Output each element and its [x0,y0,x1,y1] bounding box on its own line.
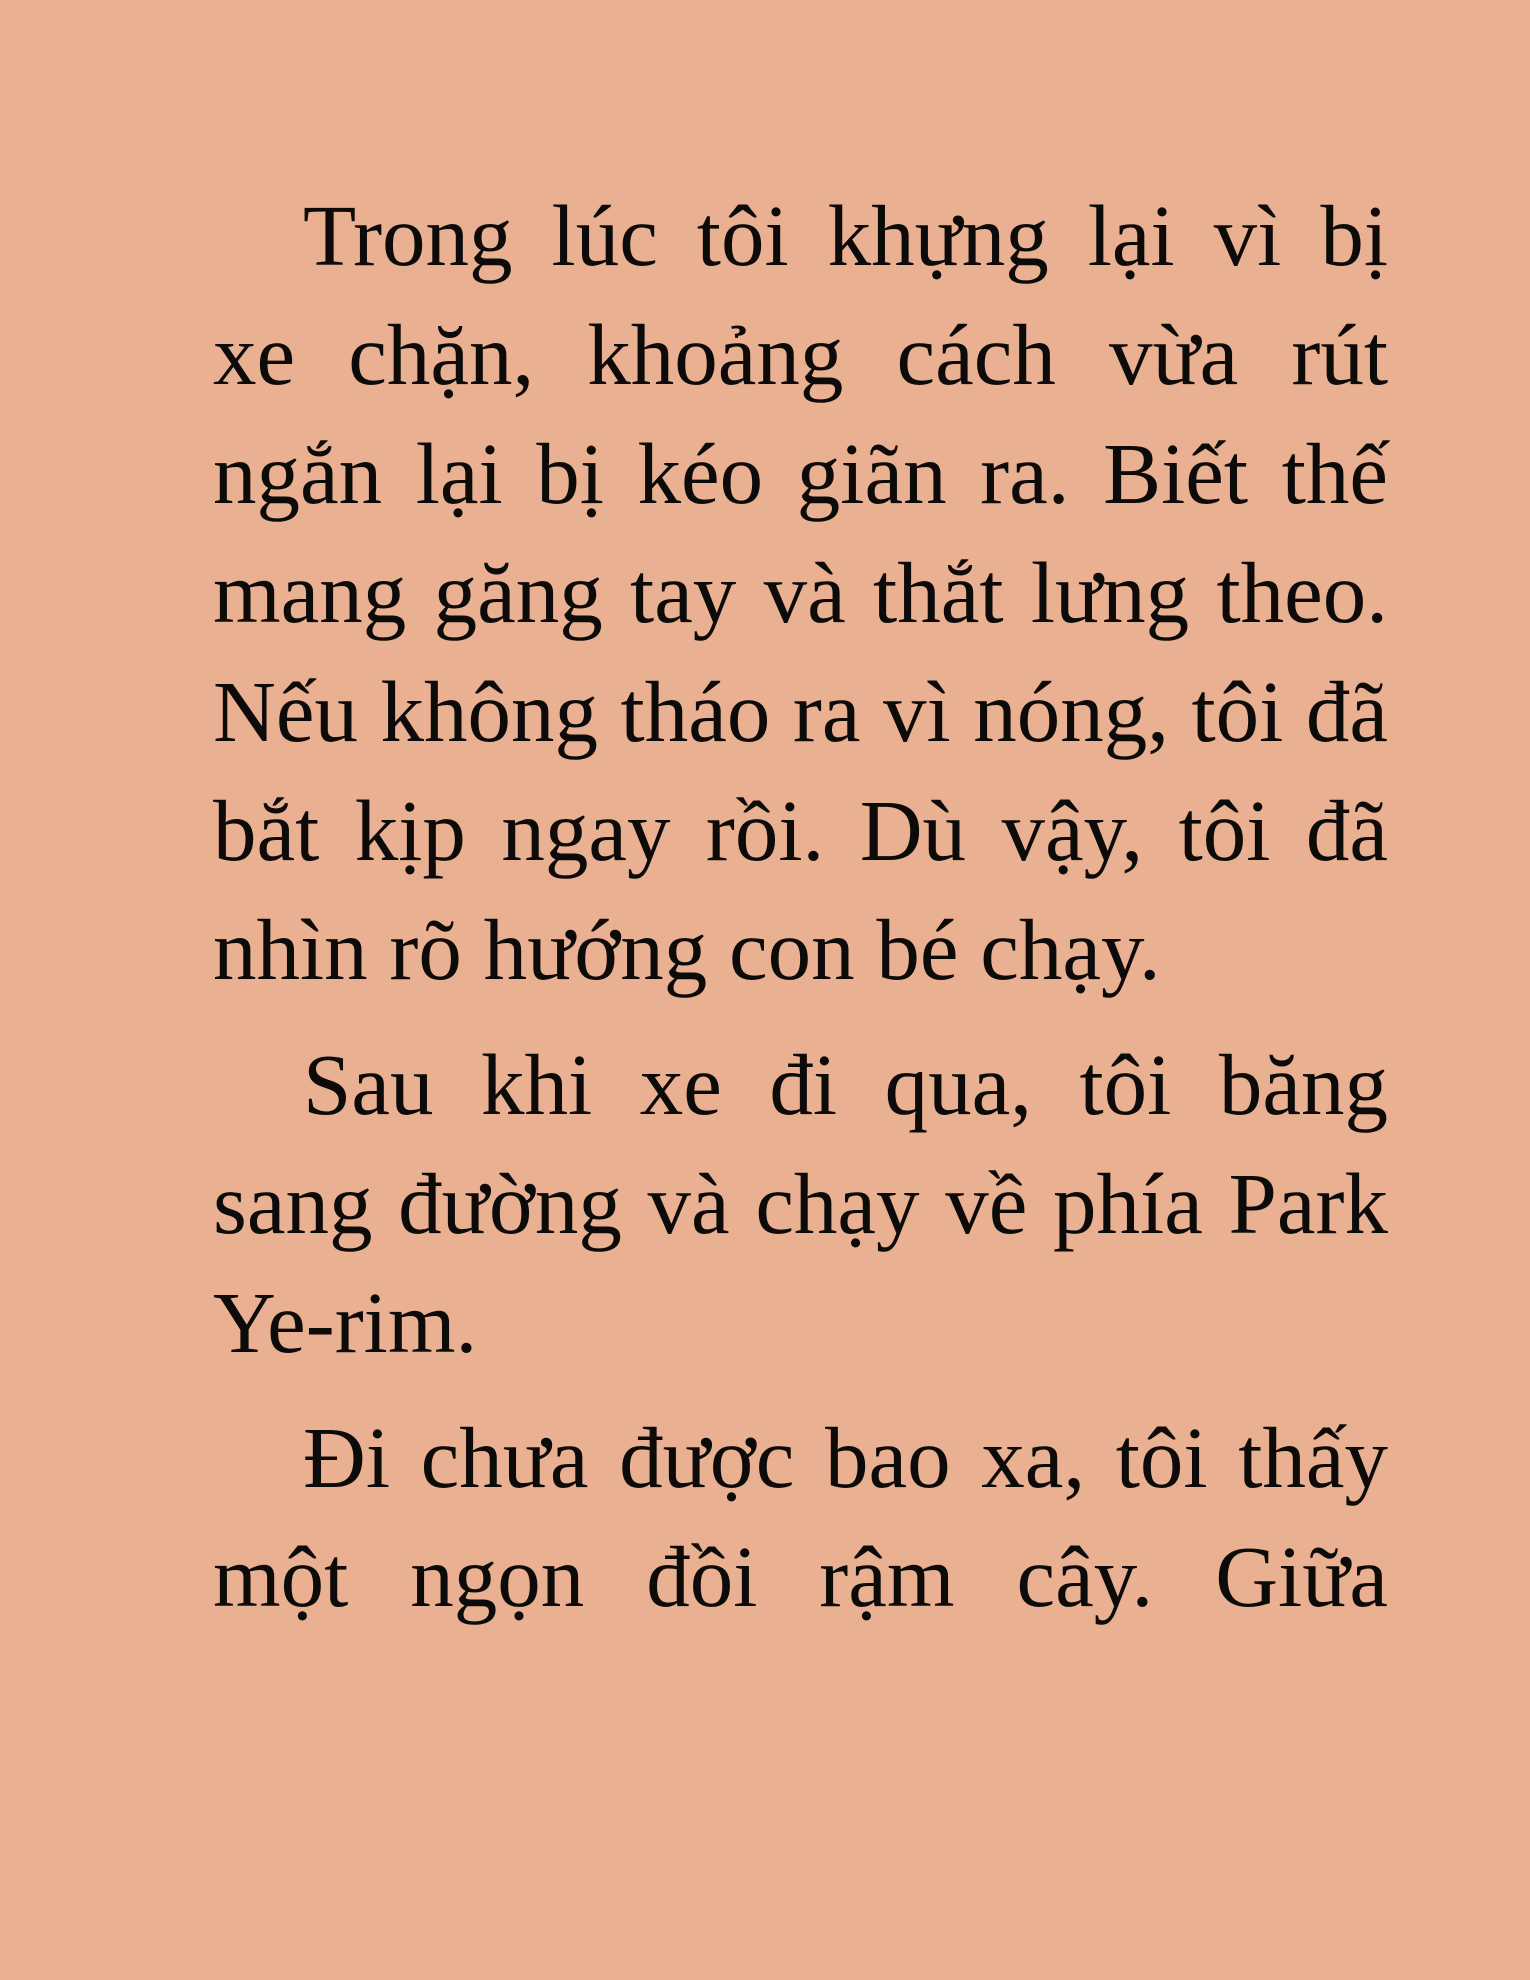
paragraph-3: Đi chưa được bao xa, tôi thấy một ngọn đồi rậm cây. Giữa [213,1409,1388,1625]
paragraph-2: Sau khi xe đi qua, tôi băng sang đường và chạy về phía Park Ye-rim. [213,1036,1388,1371]
paragraph-1: Trong lúc tôi khựng lại vì bị xe chặn, khoảng cách vừa rút ngắn lại bị kéo giãn ra. Biết thế mang găng tay và thắt lưng theo. Nếu không tháo ra vì nóng, tôi đã bắt kịp ngay rồi. Dù vậy, tôi đã nhìn rõ hướng con bé chạy. [213,187,1388,998]
document-page [213,176,1388,1636]
